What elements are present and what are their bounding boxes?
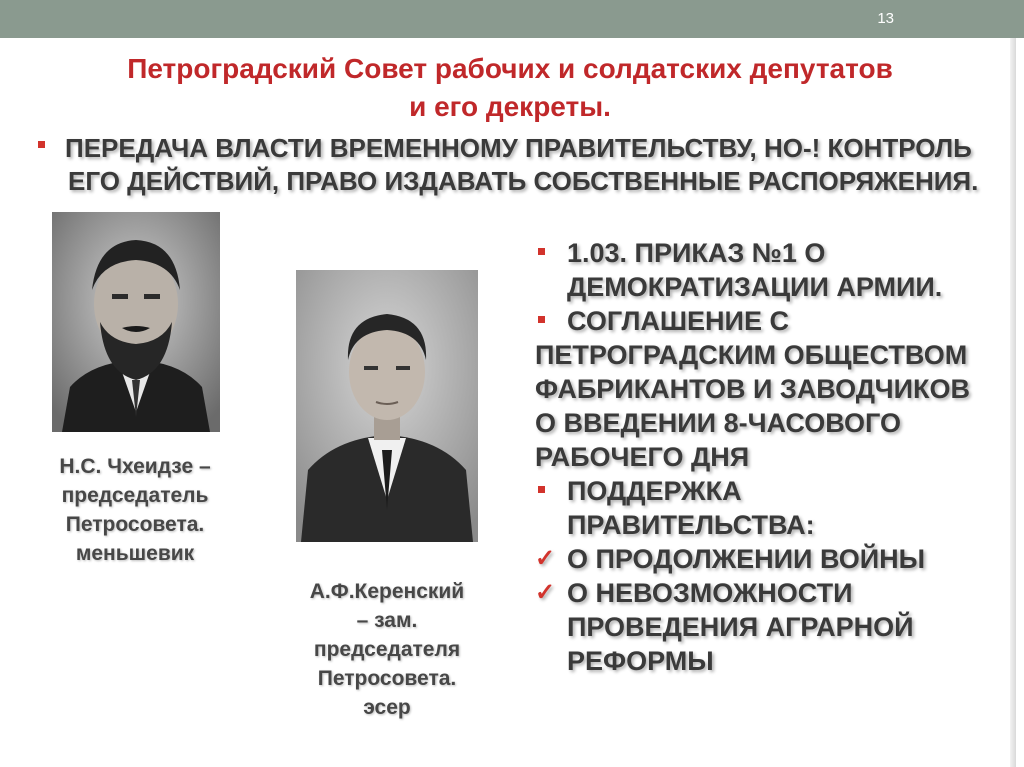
item-line: РАБОЧЕГО ДНЯ <box>535 442 750 472</box>
caption-line: А.Ф.Керенский <box>309 580 465 603</box>
intro-line-2: ЕГО ДЕЙСТВИЙ, ПРАВО ИЗДАВАТЬ СОБСТВЕННЫЕ РАСПОРЯЖЕНИЯ. <box>68 166 979 196</box>
slide-number: 13 <box>877 10 894 27</box>
list-item <box>535 304 1005 474</box>
caption-line: председателя <box>313 638 461 661</box>
title-line-1: Петроградский Совет рабочих и солдатских депутатов <box>127 53 893 84</box>
caption-line: председатель <box>61 484 209 507</box>
portrait-chkheidze <box>52 212 220 432</box>
top-bar <box>0 0 1024 38</box>
caption-line: Петросовета. <box>317 667 457 690</box>
checkmark-icon: ✓ <box>535 579 556 606</box>
item-line: РЕФОРМЫ <box>567 646 714 676</box>
item-line: ПЕТРОГРАДСКИМ ОБЩЕСТВОМ <box>535 340 968 370</box>
bullet-square-icon <box>538 486 545 493</box>
caption-chkheidze <box>30 452 240 568</box>
caption-line: Петросовета. <box>65 513 205 536</box>
caption-line: – зам. <box>356 609 418 632</box>
caption-line: эсер <box>363 696 411 719</box>
bullet-square-icon <box>538 316 545 323</box>
intro-bullet <box>38 132 988 198</box>
bullet-square-icon <box>38 141 45 148</box>
item-line: СОГЛАШЕНИЕ С <box>567 306 789 336</box>
portrait-chkheidze-image <box>52 212 220 432</box>
slide-edge-shadow <box>1010 38 1016 767</box>
item-line: ДЕМОКРАТИЗАЦИИ АРМИИ. <box>567 272 943 302</box>
list-item <box>535 236 1005 304</box>
item-line: О ПРОДОЛЖЕНИИ ВОЙНЫ <box>567 544 926 574</box>
portrait-kerensky <box>296 270 478 542</box>
item-line: 1.03. ПРИКАЗ №1 О <box>567 238 826 268</box>
list-item <box>535 474 1005 542</box>
checkmark-icon: ✓ <box>535 545 556 572</box>
title-line-2: и его декреты. <box>409 91 611 122</box>
portrait-kerensky-image <box>296 270 478 542</box>
item-line: О ВВЕДЕНИИ 8-ЧАСОВОГО <box>535 408 901 438</box>
item-line: ПОДДЕРЖКА <box>567 476 742 506</box>
item-line: ФАБРИКАНТОВ И ЗАВОДЧИКОВ <box>535 374 971 404</box>
list-item-check <box>535 576 1005 678</box>
bullet-square-icon <box>538 248 545 255</box>
list-item-check <box>535 542 1005 576</box>
slide-title <box>30 50 990 126</box>
intro-line-1: ПЕРЕДАЧА ВЛАСТИ ВРЕМЕННОМУ ПРАВИТЕЛЬСТВУ, НО-! КОНТРОЛЬ <box>65 133 972 163</box>
caption-line: Н.С. Чхеидзе – <box>59 455 211 478</box>
item-line: ПРАВИТЕЛЬСТВА: <box>567 510 815 540</box>
caption-kerensky <box>282 577 492 722</box>
caption-line: меньшевик <box>75 542 195 565</box>
decrees-list <box>535 236 1005 678</box>
item-line: О НЕВОЗМОЖНОСТИ <box>567 578 853 608</box>
item-line: ПРОВЕДЕНИЯ АГРАРНОЙ <box>567 612 914 642</box>
